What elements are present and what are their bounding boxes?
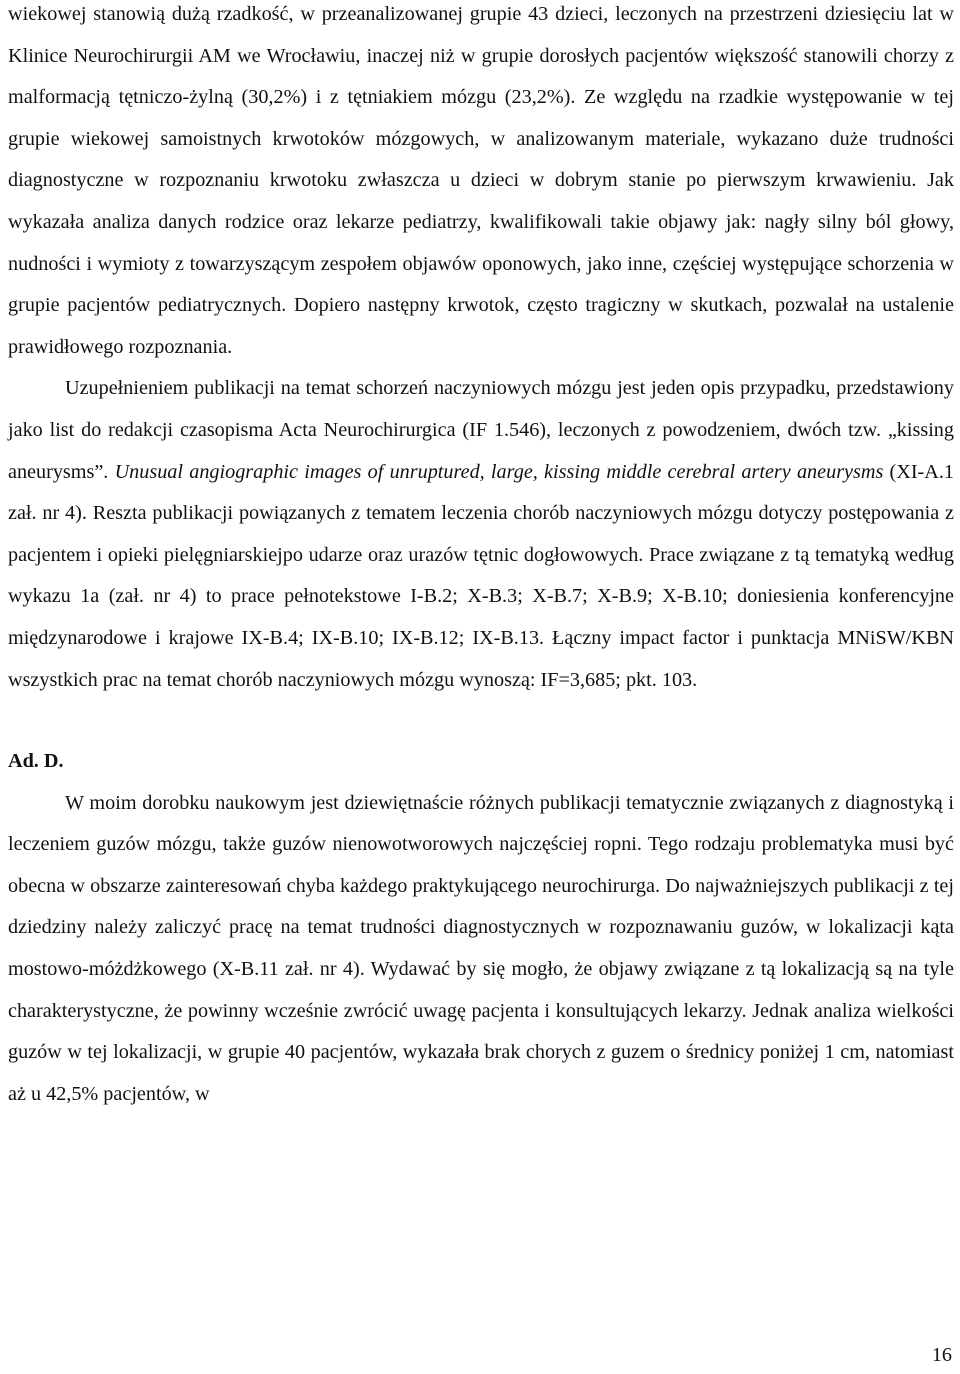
paragraph-pediatric-hemorrhage: wiekowej stanowią dużą rzadkość, w przeanalizowanej grupie 43 dzieci, leczonych na przestrzeni dziesięciu lat w Klinice Neurochirurgii AM we Wrocławiu, inaczej niż w grupie dorosłych pacjentów większość stanowili chorzy z malformacją tętniczo-żylną (30,2%) i z tętniakiem mózgu (23,2%). Ze względu na rzadkie występowanie w tej grupie wiekowej samoistnych krwotoków mózgowych, w analizowanym materiale, wykazano duże trudności diagnostyczne w rozpoznaniu krwotoku zwłaszcza u dzieci w dobrym stanie po pierwszym krwawieniu. Jak wykazała analiza danych rodzice oraz lekarze pediatrzy, kwalifikowali takie objawy jak: nagły silny ból głowy, nudności i wymioty z towarzyszącym zespołem objawów oponowych, jako inne, częściej występujące schorzenia w grupie pacjentów pediatrycznych. Dopiero następny krwotok, często tragiczny w skutkach, pozwalał na ustalenie prawidłowego rozpoznania. [8,3,954,358]
publication-title: Unusual angiographic images of unruptured, large, kissing middle cerebral artery aneurysms [114,460,884,483]
section-heading: Ad. D. [8,750,64,773]
paragraph-vascular-publications [8,368,954,701]
paragraph-text-before-title: Uzupełnieniem publikacji na temat schorzeń naczyniowych mózgu jest jeden opis przypadku, przedstawiony jako list do redakcji czasopisma Acta Neurochirurgica (IF 1.546), leczonych z powodzeniem, dwóch tzw. „kissing aneurysms”. [8,377,954,483]
document-page [8,0,954,1115]
page-number: 16 [931,1344,952,1366]
paragraph-brain-tumors: W moim dorobku naukowym jest dziewiętnaście różnych publikacji tematycznie związanych z diagnostyką i leczeniem guzów mózgu, także guzów nienowotworowych najczęściej ropni. Tego rodzaju problematyka musi być obecna w obszarze zainteresowań chyba każdego praktykującego neurochirurga. Do najważniejszych publikacji z tej dziedziny należy zaliczyć pracę na temat trudności diagnostycznych w rozpoznawaniu guzów, w lokalizacji kąta mostowo-móżdżkowego (X-B.11 zał. nr 4). Wydawać by się mogło, że objawy związane z tą lokalizacją są na tyle charakterystyczne, że powinny wcześnie zwrócić uwagę pacjenta i konsultujących lekarzy. Jednak analiza wielkości guzów w tej lokalizacji, w grupie 40 pacjentów, wykazała brak chorych z guzem o średnicy poniżej 1 cm, natomiast aż u 42,5% pacjentów, w [8,791,954,1105]
paragraph-text-after-title: (XI-A.1 zał. nr 4). Reszta publikacji powiązanych z tematem leczenia chorób naczyniowych mózgu dotyczy postępowania z pacjentem i opieki pielęgniarskiejpo udarze oraz urazów tętnic dogłowowych. Prace związane z tą tematyką według wykazu 1a (zał. nr 4) to prace pełnotekstowe I-B.2; X-B.3; X-B.7; X-B.9; X-B.10; doniesienia konferencyjne międzynarodowe i krajowe IX-B.4; IX-B.10; IX-B.12; IX-B.13. Łączny impact factor i punktacja MNiSW/KBN wszystkich prac na temat chorób naczyniowych mózgu wynoszą: IF=3,685; pkt. 103. [8,460,954,691]
